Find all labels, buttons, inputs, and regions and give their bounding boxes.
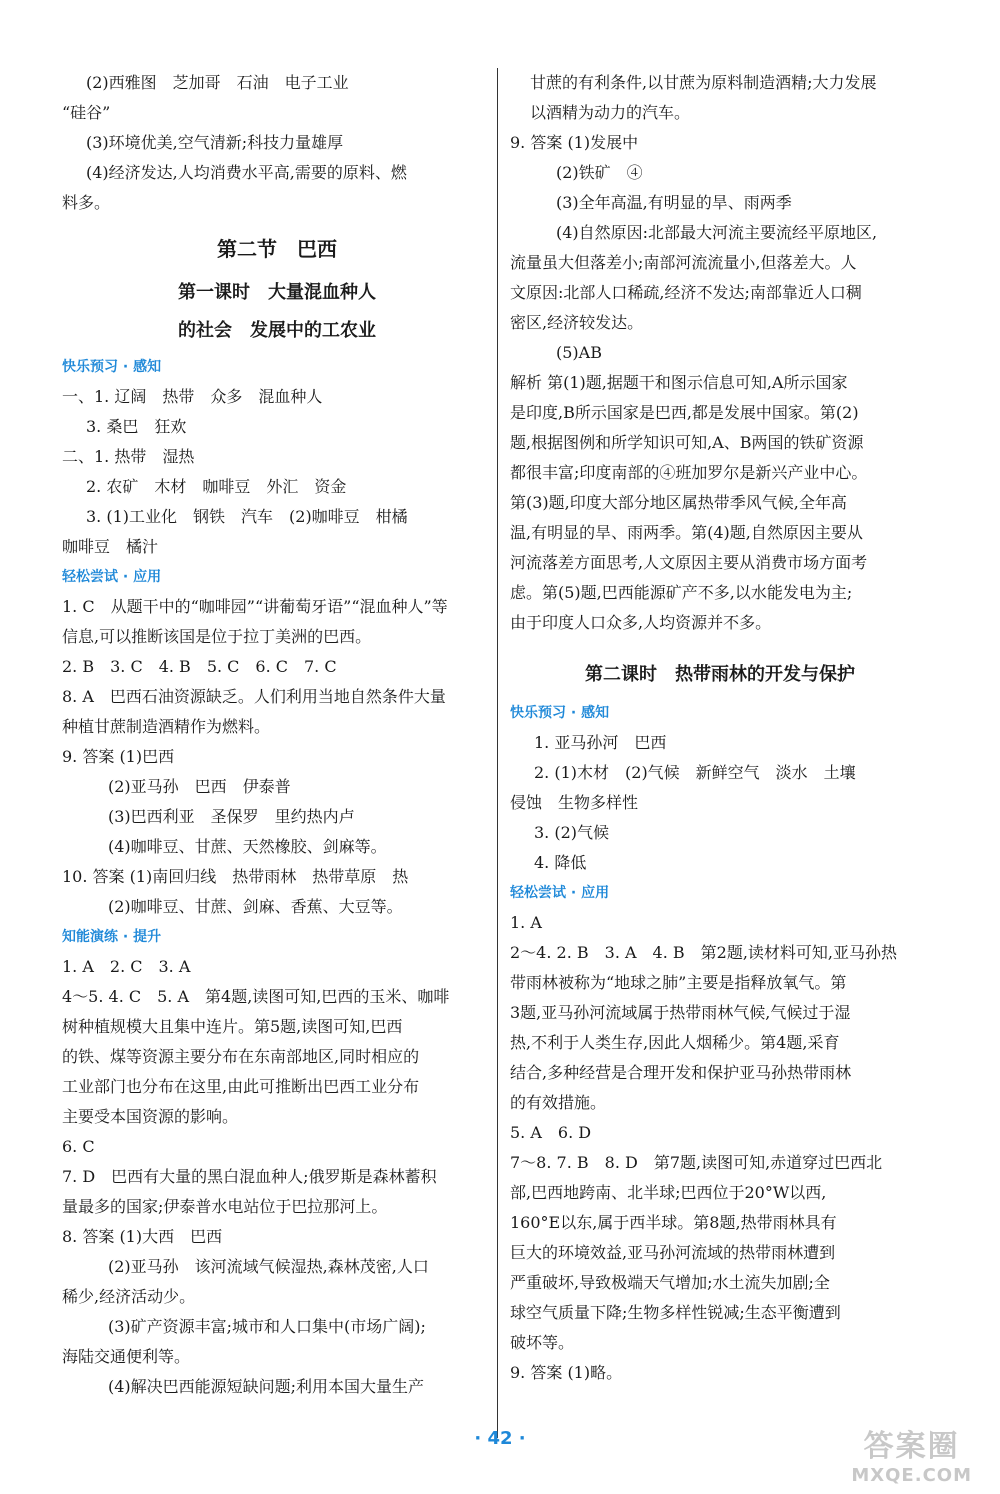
text-line: 信息,可以推断该国是位于拉丁美洲的巴西。 [62, 627, 372, 646]
text-line: (2)咖啡豆、甘蔗、剑麻、香蕉、大豆等。 [108, 897, 403, 916]
text-line: (4)自然原因:北部最大河流主要流经平原地区, [556, 223, 878, 242]
text-line: 以酒精为动力的汽车。 [530, 103, 691, 122]
text-line: 10. 答案 (1)南回归线 热带雨林 热带草原 热 [62, 867, 409, 886]
text-line: 的铁、煤等资源主要分布在东南部地区,同时相应的 [62, 1047, 420, 1066]
text-line: 一、1. 辽阔 热带 众多 混血种人 [62, 387, 323, 406]
page-number: · 42 · [474, 1428, 526, 1449]
text-line: 解析 第(1)题,据题干和图示信息可知,A所示国家 [510, 373, 848, 392]
text-line: 树种植规模大且集中连片。第5题,读图可知,巴西 [62, 1017, 403, 1036]
text-line: 温,有明显的旱、雨两季。第(4)题,自然原因主要从 [510, 523, 863, 542]
text-line: (3)巴西利亚 圣保罗 里约热内卢 [108, 807, 355, 826]
text-line: 结合,多种经营是合理开发和保护亚马孙热带雨林 [510, 1063, 852, 1082]
text-line: 3. (2)气候 [534, 823, 610, 842]
try1-block [62, 592, 492, 922]
subhead-practice: 知能演练 · 提升 [62, 929, 162, 945]
text-line: 虑。第(5)题,巴西能源矿产不多,以水能发电为主; [510, 583, 853, 602]
text-line: 6. C [62, 1137, 95, 1156]
text-line: 4. 降低 [534, 853, 587, 872]
text-line: 巨大的环境效益,亚马孙河流域的热带雨林遭到 [510, 1243, 836, 1262]
text-line: 9. 答案 (1)发展中 [510, 133, 639, 152]
text-line: 稀少,经济活动少。 [62, 1287, 196, 1306]
subhead-preview: 快乐预习 · 感知 [62, 359, 162, 375]
text-line: (4)咖啡豆、甘蔗、天然橡胶、剑麻等。 [108, 837, 387, 856]
text-line: 2. B 3. C 4. B 5. C 6. C 7. C [62, 657, 337, 676]
text-line: 5. A 6. D [510, 1123, 592, 1142]
text-line: 1. C 从题干中的“咖啡园”“讲葡萄牙语”“混血种人”等 [62, 597, 448, 616]
text-line: 9. 答案 (1)巴西 [62, 747, 175, 766]
text-line: 流量虽大但落差小;南部河流流量小,但落差大。人 [510, 253, 857, 272]
text-line: 严重破坏,导致极端天气增加;水土流失加剧;全 [510, 1273, 830, 1292]
text-line: 部,巴西地跨南、北半球;巴西位于20°W以西, [510, 1183, 827, 1202]
text-line: (3)全年高温,有明显的旱、雨两季 [556, 193, 792, 212]
text-line: 都很丰富;印度南部的④班加罗尔是新兴产业中心。 [510, 463, 868, 482]
preview1-block [62, 382, 492, 562]
watermark-url: MXQE.COM [851, 1465, 972, 1486]
subhead-try-2: 轻松尝试 · 应用 [510, 885, 610, 901]
text-line: 带雨林被称为“地球之肺”主要是指释放氧气。第 [510, 973, 847, 992]
lesson1-title-line2: 的社会 发展中的工农业 [178, 320, 376, 341]
text-line: 7～8. 7. B 8. D 第7题,读图可知,赤道穿过巴西北 [510, 1153, 883, 1172]
text-line: 1. A 2. C 3. A [62, 957, 191, 976]
text-line: (2)铁矿 ④ [556, 163, 643, 182]
text-line: 是印度,B所示国家是巴西,都是发展中国家。第(2) [510, 403, 859, 422]
text-line: 2～4. 2. B 3. A 4. B 第2题,读材料可知,亚马孙热 [510, 943, 898, 962]
text-line: 8. A 巴西石油资源缺乏。人们利用当地自然条件大量 [62, 687, 446, 706]
left-column [62, 68, 492, 1402]
text-line: 种植甘蔗制造酒精作为燃料。 [62, 717, 271, 736]
text-line: 的有效措施。 [510, 1093, 607, 1112]
text-line: 二、1. 热带 湿热 [62, 447, 195, 466]
text-line: 1. 亚马孙河 巴西 [534, 733, 667, 752]
right-top-block [510, 68, 930, 638]
text-line: 3. 桑巴 狂欢 [86, 417, 187, 436]
text-line: 题,根据图例和所学知识可知,A、B两国的铁矿资源 [510, 433, 864, 452]
text-line: 8. 答案 (1)大西 巴西 [62, 1227, 223, 1246]
text-line: 3题,亚马孙河流域属于热带雨林气候,气候过于湿 [510, 1003, 851, 1022]
text-line: 7. D 巴西有大量的黑白混血种人;俄罗斯是森林蓄积 [62, 1167, 437, 1186]
text-line: 密区,经济较发达。 [510, 313, 644, 332]
text-line: 1. A [510, 913, 542, 932]
watermark-logo [851, 1421, 972, 1486]
text-line: 热,不利于人类生存,因此人烟稀少。第4题,采育 [510, 1033, 840, 1052]
text-line: 球空气质量下降;生物多样性锐减;生态平衡遭到 [510, 1303, 841, 1322]
text-line: 量最多的国家;伊泰普水电站位于巴拉那河上。 [62, 1197, 388, 1216]
text-line: 工业部门也分布在这里,由此可推断出巴西工业分布 [62, 1077, 420, 1096]
lesson1-title-line1: 第一课时 大量混血种人 [178, 282, 376, 303]
column-divider [497, 68, 498, 1438]
text-line: (3)矿产资源丰富;城市和人口集中(市场广阔); [108, 1317, 426, 1336]
text-line: (4)经济发达,人均消费水平高,需要的原料、燃 [86, 163, 407, 182]
text-line: “硅谷” [62, 103, 111, 122]
practice1-block [62, 952, 492, 1402]
text-line: 文原因:北部人口稀疏,经济不发达;南部靠近人口稠 [510, 283, 862, 302]
text-line: 9. 答案 (1)略。 [510, 1363, 623, 1382]
text-line: 海陆交通便利等。 [62, 1347, 191, 1366]
subhead-try: 轻松尝试 · 应用 [62, 569, 162, 585]
text-line: 主要受本国资源的影响。 [62, 1107, 239, 1126]
text-line: 料多。 [62, 193, 111, 212]
section-title: 第二节 巴西 [217, 237, 337, 261]
right-column [510, 68, 930, 1388]
preview2-block [510, 728, 930, 878]
text-line: 侵蚀 生物多样性 [510, 793, 639, 812]
text-line: 由于印度人口众多,人均资源并不多。 [510, 613, 772, 632]
text-line: 4～5. 4. C 5. A 第4题,读图可知,巴西的玉米、咖啡 [62, 987, 450, 1006]
try2-block [510, 908, 930, 1388]
text-line: (3)环境优美,空气清新;科技力量雄厚 [86, 133, 344, 152]
text-line: (2)亚马孙 巴西 伊泰普 [108, 777, 291, 796]
watermark-text: 答案圈 [863, 1429, 960, 1464]
text-line: 甘蔗的有利条件,以甘蔗为原料制造酒精;大力发展 [530, 73, 877, 92]
text-line: 咖啡豆 橘汁 [62, 537, 159, 556]
subhead-preview-2: 快乐预习 · 感知 [510, 705, 610, 721]
text-line: (2)西雅图 芝加哥 石油 电子工业 [86, 73, 349, 92]
text-line: 河流落差方面思考,人文原因主要从消费市场方面考 [510, 553, 868, 572]
left-top-block [62, 68, 492, 218]
text-line: (4)解决巴西能源短缺问题;利用本国大量生产 [108, 1377, 425, 1396]
text-line: 3. (1)工业化 钢铁 汽车 (2)咖啡豆 柑橘 [86, 507, 408, 526]
text-line: (5)AB [556, 343, 602, 362]
text-line: 2. 农矿 木材 咖啡豆 外汇 资金 [86, 477, 347, 496]
text-line: (2)亚马孙 该河流域气候湿热,森林茂密,人口 [108, 1257, 429, 1276]
text-line: 第(3)题,印度大部分地区属热带季风气候,全年高 [510, 493, 847, 512]
lesson2-title: 第二课时 热带雨林的开发与保护 [585, 664, 855, 685]
text-line: 2. (1)木材 (2)气候 新鲜空气 淡水 土壤 [534, 763, 856, 782]
text-line: 160°E以东,属于西半球。第8题,热带雨林具有 [510, 1213, 837, 1232]
text-line: 破坏等。 [510, 1333, 575, 1352]
